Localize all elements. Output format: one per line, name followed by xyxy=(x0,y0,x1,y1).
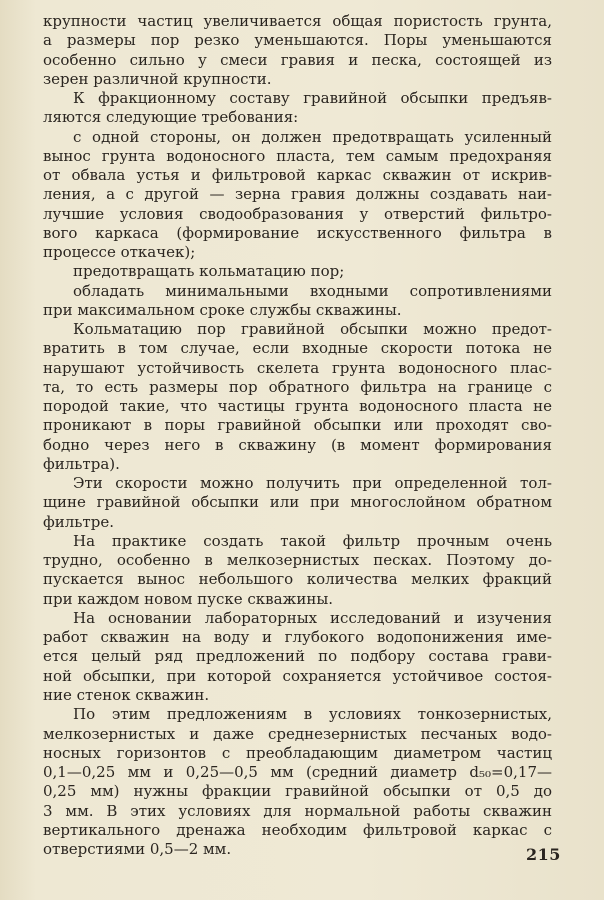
text-line: фильтра). xyxy=(43,454,120,473)
text-line: Кольматацию пор гравийной обсыпки можно предот- xyxy=(73,320,552,339)
text-line: вого каркаса (формирование искусственного фильтра в xyxy=(43,223,552,242)
text-line: 0,25 мм) нужны фракции гравийной обсыпки от 0,5 до xyxy=(43,782,552,801)
text-line: обладать минимальными входными сопротивлениями xyxy=(73,281,552,300)
text-line: фильтре. xyxy=(43,512,114,531)
text-line: На основании лабораторных исследований и изучения xyxy=(73,608,552,627)
text-line: нарушают устойчивость скелета грунта водоносного плас- xyxy=(43,358,552,377)
text-line: а размеры пор резко уменьшаются. Поры уменьшаются xyxy=(43,31,552,50)
text-line: с одной стороны, он должен предотвращать усиленный xyxy=(73,127,552,146)
text-line: носных горизонтов с преобладающим диаметром частиц xyxy=(43,743,552,762)
text-line: ления, а с другой — зерна гравия должны создавать наи- xyxy=(43,185,552,204)
text-line: вынос грунта водоносного пласта, тем самым предохраняя xyxy=(43,146,552,165)
text-line: зерен различной крупности. xyxy=(43,69,272,88)
text-line: процессе откачек); xyxy=(43,243,196,262)
text-line: К фракционному составу гравийной обсыпки предъяв- xyxy=(73,89,552,107)
text-line: ется целый ряд предложений по подбору состава грави- xyxy=(43,647,552,666)
text-line: По этим предложениям в условиях тонкозернистых, xyxy=(73,705,552,724)
text-line: отверстиями 0,5—2 мм. xyxy=(43,840,232,858)
text-line: щине гравийной обсыпки или при многослойном обратном xyxy=(43,493,552,512)
text-line: та, то есть размеры пор обратного фильтра на границе с xyxy=(43,377,552,396)
text-line: 3 мм. В этих условиях для нормальной работы скважин xyxy=(43,801,552,820)
text-line: Эти скорости можно получить при определенной тол- xyxy=(73,474,552,493)
text-line: ной обсыпки, при которой сохраняется устойчивое состоя- xyxy=(43,666,552,685)
text-line: На практике создать такой фильтр прочным очень xyxy=(73,531,552,550)
text-line: крупности частиц увеличивается общая пористость грунта, xyxy=(43,12,552,30)
text-line: ние стенок скважин. xyxy=(43,686,210,704)
text-line: при каждом новом пуске скважины. xyxy=(43,589,334,608)
text-line: мелкозернистых и даже среднезернистых песчаных водо- xyxy=(43,724,552,743)
text-line: трудно, особенно в мелкозернистых песках. Поэтому до- xyxy=(43,551,552,570)
text-line: работ скважин на воду и глубокого водопонижения име- xyxy=(43,628,552,647)
text-line: вратить в том случае, если входные скорости потока не xyxy=(43,339,552,358)
text-line: ляются следующие требования: xyxy=(43,108,299,127)
text-line: проникают в поры гравийной обсыпки или проходят сво- xyxy=(43,416,552,435)
text-line: особенно сильно у смеси гравия и песка, состоящей из xyxy=(43,50,552,69)
text-line: пускается вынос небольшого количества мелких фракций xyxy=(43,570,552,589)
page-number: 215 xyxy=(526,845,561,864)
text-line: предотвращать кольматацию пор; xyxy=(73,262,345,281)
text-line: от обвала устья и фильтровой каркас скважин от искрив- xyxy=(43,166,552,184)
text-line: при максимальном сроке службы скважины. xyxy=(43,300,402,319)
text-line: породой такие, что частицы грунта водоносного пласта не xyxy=(43,397,552,416)
text-line: лучшие условия сводообразования у отверстий фильтро- xyxy=(43,204,552,223)
text-line: бодно через него в скважину (в момент формирования xyxy=(43,435,552,454)
text-line: 0,1—0,25 мм и 0,25—0,5 мм (средний диаметр d₅₀=0,17— xyxy=(43,763,552,781)
text-line: вертикального дренажа необходим фильтровой каркас с xyxy=(43,820,552,839)
